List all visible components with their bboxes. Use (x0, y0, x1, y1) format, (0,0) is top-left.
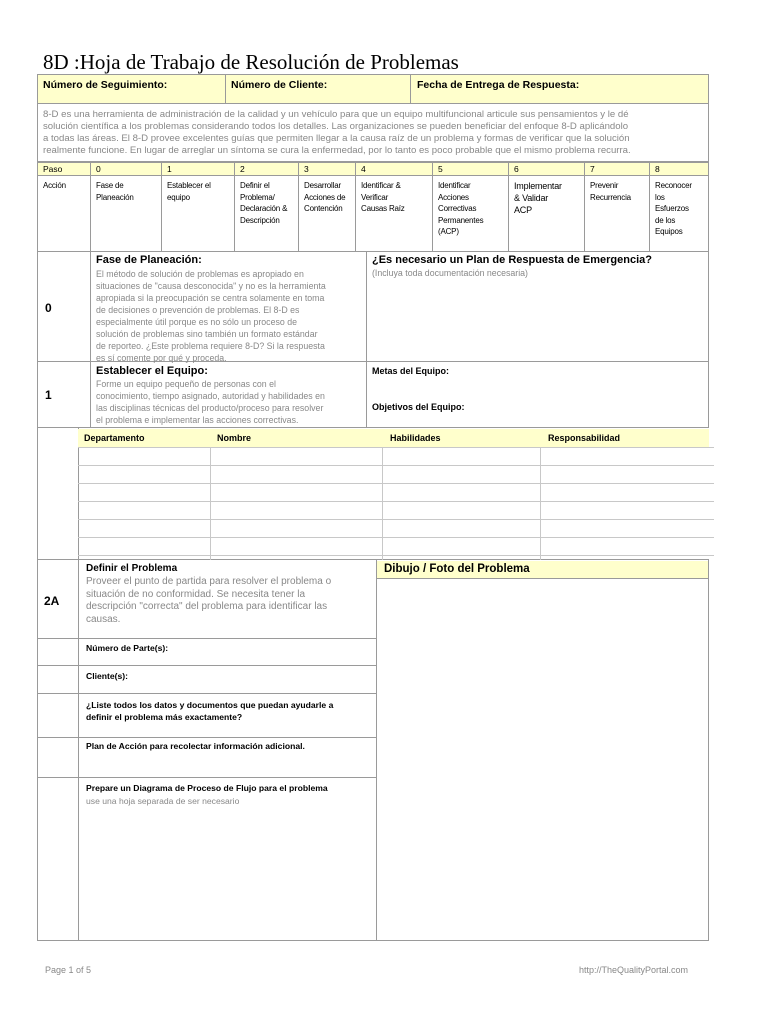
page-title: 8D :Hoja de Trabajo de Resolución de Problemas (43, 50, 459, 74)
step-action-2: Definir el Problema/ Declaración & Descripción (240, 181, 288, 225)
team-table-row (78, 555, 714, 556)
flow-diagram-note: use una hoja separada de ser necesario (86, 796, 240, 806)
col-habilidades: Habilidades (390, 433, 441, 443)
client-number-label: Número de Cliente: (231, 79, 328, 91)
col-responsabilidad: Responsabilidad (548, 433, 621, 443)
step-number-6: 6 (514, 164, 519, 174)
steps-number-row (37, 162, 709, 176)
emergency-plan-note: (Incluya toda documentación necesaria) (372, 268, 528, 278)
section-0-title: Fase de Planeación: (96, 254, 202, 266)
list-data-label: ¿Liste todos los datos y documentos que puedan ayudarle a definir el problema más exactamente? (86, 700, 334, 722)
section-2a-title: Definir el Problema (86, 563, 178, 574)
team-table-row (78, 519, 714, 520)
delivery-date-label: Fecha de Entrega de Respuesta: (417, 79, 580, 91)
footer-url[interactable]: http://TheQualityPortal.com (579, 965, 689, 975)
team-objectives-label: Objetivos del Equipo: (372, 402, 465, 412)
tracking-number-label: Número de Seguimiento: (43, 79, 168, 91)
team-table-row (78, 537, 714, 538)
col-departamento: Departamento (84, 433, 145, 443)
step-number-8: 8 (655, 164, 660, 174)
section-1-number: 1 (45, 388, 52, 402)
step-number-1: 1 (167, 164, 172, 174)
part-number-label: Número de Parte(s): (86, 643, 169, 653)
step-number-5: 5 (438, 164, 443, 174)
step-number-4: 4 (361, 164, 366, 174)
section-1-body: Forme un equipo pequeño de personas con el conocimiento, tiempo asignado, autoridad y habilidades en las disciplinas técnicas del producto/proceso para resolver el problema e implementar las acciones correctivas. (96, 379, 325, 425)
drawing-title: Dibujo / Foto del Problema (384, 563, 530, 575)
team-table-row (78, 483, 714, 484)
step-action-0: Fase de Planeación (96, 181, 134, 202)
step-action-6: Implementar & Validar ACP (514, 181, 562, 215)
team-table-row (78, 447, 714, 448)
step-number-7: 7 (590, 164, 595, 174)
step-number-2: 2 (240, 164, 245, 174)
section-1-title: Establecer el Equipo: (96, 365, 208, 377)
intro-text: 8-D es una herramienta de administración de la calidad y un vehículo para que un equipo multifuncional articule sus pensamientos y le dé solución científica a los problemas considerando todos los detalles. Las organizaciones se pueden beneficiar del enfoque 8-D aplicándolo a todas las áreas. El 8-D provee excelentes guías que permiten llegar a la causa raíz de un problema y formas de verificar que la solución realmente funcione. En lugar de arreglar un síntoma se cura la enfermedad, por lo tanto es poco probable que el mismo problema recurra. (43, 109, 631, 156)
section-2a-number: 2A (44, 594, 60, 608)
step-action-5: Identificar Acciones Correctivas Permanentes (ACP) (438, 181, 484, 236)
team-table-row (78, 501, 714, 502)
team-goals-label: Metas del Equipo: (372, 366, 450, 376)
paso-label: Paso (43, 164, 63, 174)
step-action-4: Identificar & Verificar Causas Raíz (361, 181, 405, 213)
flow-diagram-label: Prepare un Diagrama de Proceso de Flujo para el problema (86, 783, 328, 793)
section-2a-body: Proveer el punto de partida para resolver el problema o situación de no conformidad. Se necesita tener la descripción "correcta" del problema para identificar las causas. (86, 576, 332, 625)
step-number-3: 3 (304, 164, 309, 174)
step-number-0: 0 (96, 164, 101, 174)
action-plan-label: Plan de Acción para recolectar información adicional. (86, 741, 305, 751)
col-nombre: Nombre (217, 433, 252, 443)
step-action-3: Desarrollar Acciones de Contención (304, 181, 346, 213)
section-0-number: 0 (45, 301, 52, 315)
step-action-8: Reconocer los Esfuerzos de los Equipos (655, 181, 692, 236)
clients-label: Cliente(s): (86, 671, 129, 681)
step-action-1: Establecer el equipo (167, 181, 211, 202)
team-table-row (78, 465, 714, 466)
page-number: Page 1 of 5 (45, 965, 92, 975)
section-0-body: El método de solución de problemas es apropiado en situaciones de "causa desconocida" y no es la herramienta apropiada si la preocupación se centra solamente en toma de decisiones o prevención de problemas. El 8-D es especialmente útil porque es no sólo un proceso de solución de problemas sino también un formato estándar de reporteo. ¿Este problema requiere 8-D? Si la respuesta es sí comente por qué y proceda. (96, 269, 326, 363)
emergency-plan-title: ¿Es necesario un Plan de Respuesta de Emergencia? (372, 254, 652, 266)
accion-label: Acción (43, 181, 66, 190)
step-action-7: Prevenir Recurrencia (590, 181, 631, 202)
